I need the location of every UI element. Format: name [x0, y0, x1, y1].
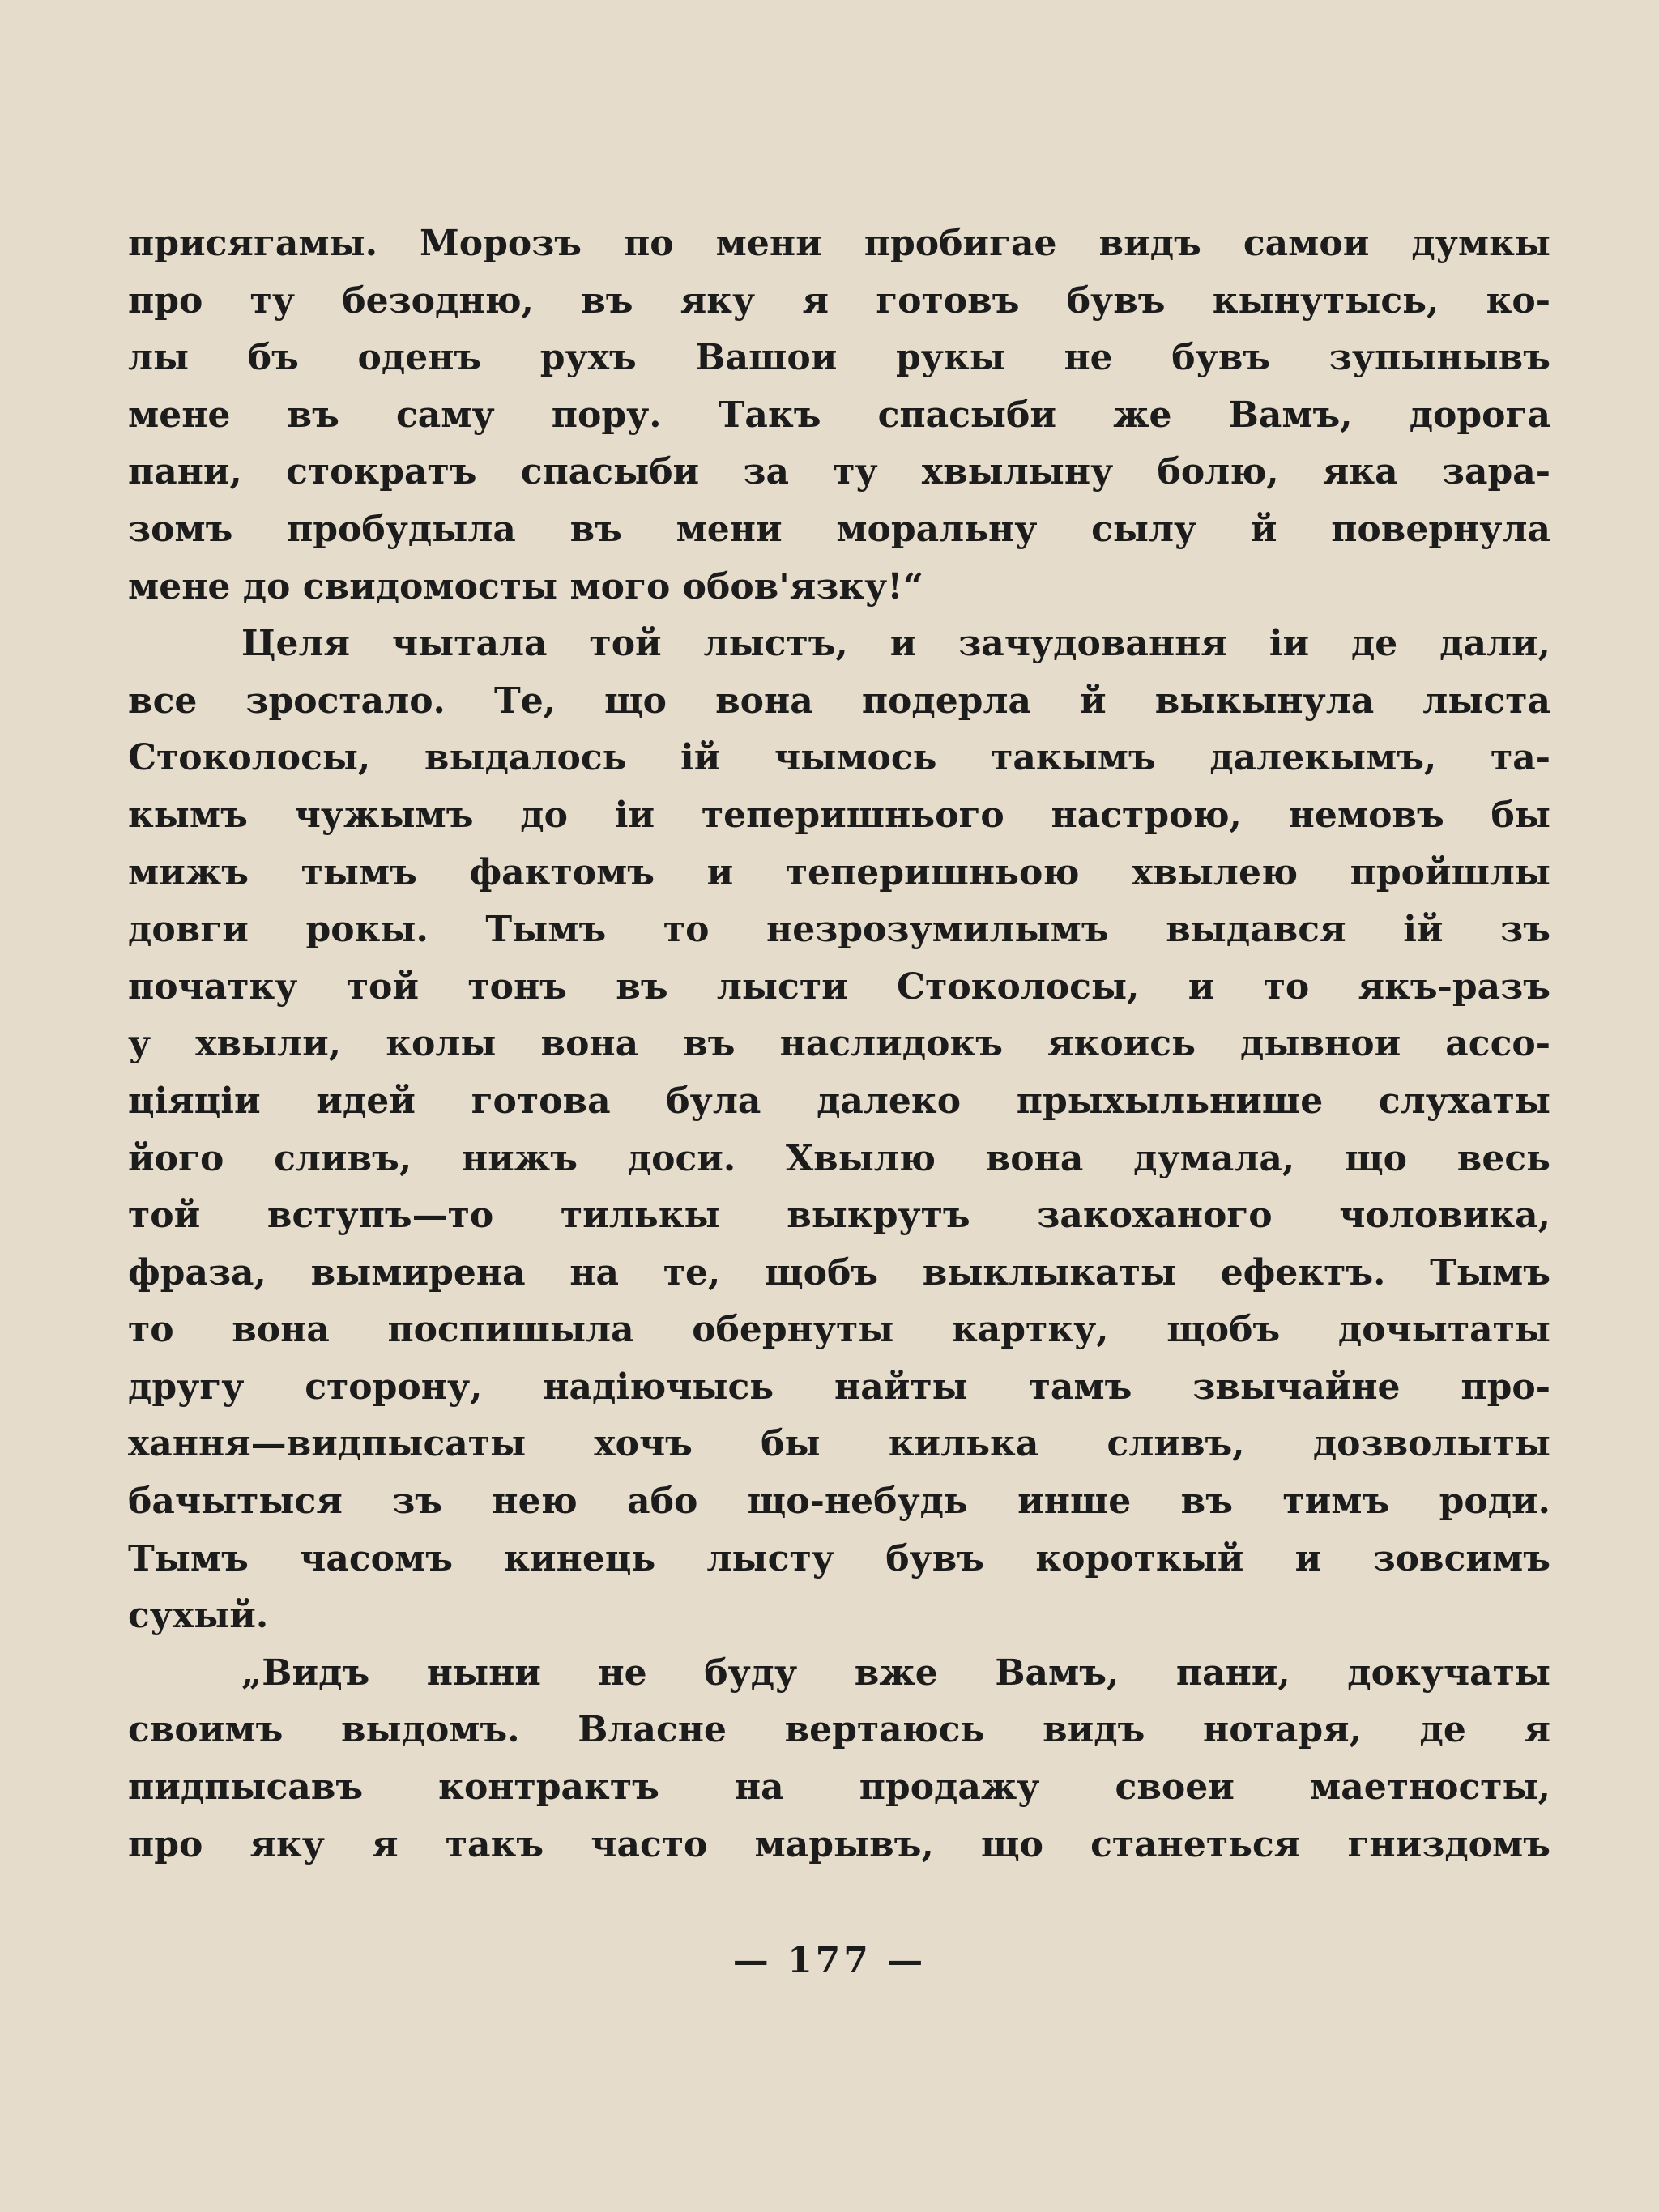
text-line: Тымъ часомъ кинець лысту бувъ короткый и зовсимъ	[128, 1537, 1550, 1579]
body-text	[128, 215, 1550, 1873]
text-line: мижъ тымъ фактомъ и теперишньою хвылею пройшлы	[128, 851, 1550, 893]
text-line: „Видъ ныни не буду вже Вамъ, пани, докучаты	[241, 1652, 1550, 1694]
text-line: мене до свидомосты мого обов'язку!“	[128, 565, 923, 607]
text-line: його сливъ, нижъ доси. Хвылю вона думала, що весь	[128, 1137, 1550, 1179]
text-line: довги рокы. Тымъ то незрозумилымъ выдався ій зъ	[128, 909, 1550, 951]
text-line: сухый.	[128, 1595, 269, 1637]
text-line: кымъ чужымъ до іи теперишнього настрою, немовъ бы	[128, 794, 1550, 836]
text-line: хання—видпысаты хочъ бы килька сливъ, дозволыты	[128, 1423, 1550, 1465]
text-line: початку той тонъ въ лысти Стоколосы, и то якъ-разъ	[128, 965, 1550, 1008]
text-line: другу сторону, надіючысь найты тамъ звычайне про-	[128, 1366, 1550, 1408]
text-line: Стоколосы, выдалось ій чымось такымъ далекымъ, та-	[128, 737, 1550, 779]
text-line: все зростало. Те, що вона подерла й выкынула лыста	[128, 680, 1550, 722]
text-line: своимъ выдомъ. Власне вертаюсь видъ нотаря, де я	[128, 1709, 1550, 1751]
text-line: фраза, вымирена на те, щобъ выклыкаты ефектъ. Тымъ	[128, 1251, 1550, 1294]
text-line: лы бъ оденъ рухъ Вашои рукы не бувъ зупынывъ	[128, 337, 1550, 379]
text-line: про яку я такъ часто марывъ, що станеться гниздомъ	[128, 1823, 1550, 1865]
text-line: про ту безодню, въ яку я готовъ бувъ кынутысь, ко-	[128, 279, 1550, 322]
text-line: зомъ пробудыла въ мени моральну сылу й повернула	[128, 508, 1550, 550]
text-line: той вступъ—то тилькы выкрутъ закоханого чоловика,	[128, 1195, 1550, 1237]
text-line: Целя чытала той лыстъ, и зачудовання іи де дали,	[241, 623, 1550, 665]
text-line: мене въ саму пору. Такъ спасыби же Вамъ, дорога	[128, 394, 1550, 436]
text-line: пидпысавъ контрактъ на продажу своеи маетносты,	[128, 1767, 1550, 1809]
text-line: ціяціи идей готова була далеко прыхыльнише слухаты	[128, 1080, 1550, 1122]
text-line: у хвыли, колы вона въ наслидокъ якоись дывнои ассо-	[128, 1023, 1550, 1065]
text-line: присягамы. Морозъ по мени пробигае видъ самои думкы	[128, 223, 1550, 264]
text-line: бачытыся зъ нею або що-небудь инше въ тимъ роди.	[128, 1481, 1550, 1523]
text-line: пани, стократъ спасыби за ту хвылыну болю, яка зара-	[128, 451, 1550, 493]
page-number: — 177 —	[732, 1940, 927, 1981]
text-line: то вона поспишыла обернуты картку, щобъ дочытаты	[128, 1309, 1550, 1351]
